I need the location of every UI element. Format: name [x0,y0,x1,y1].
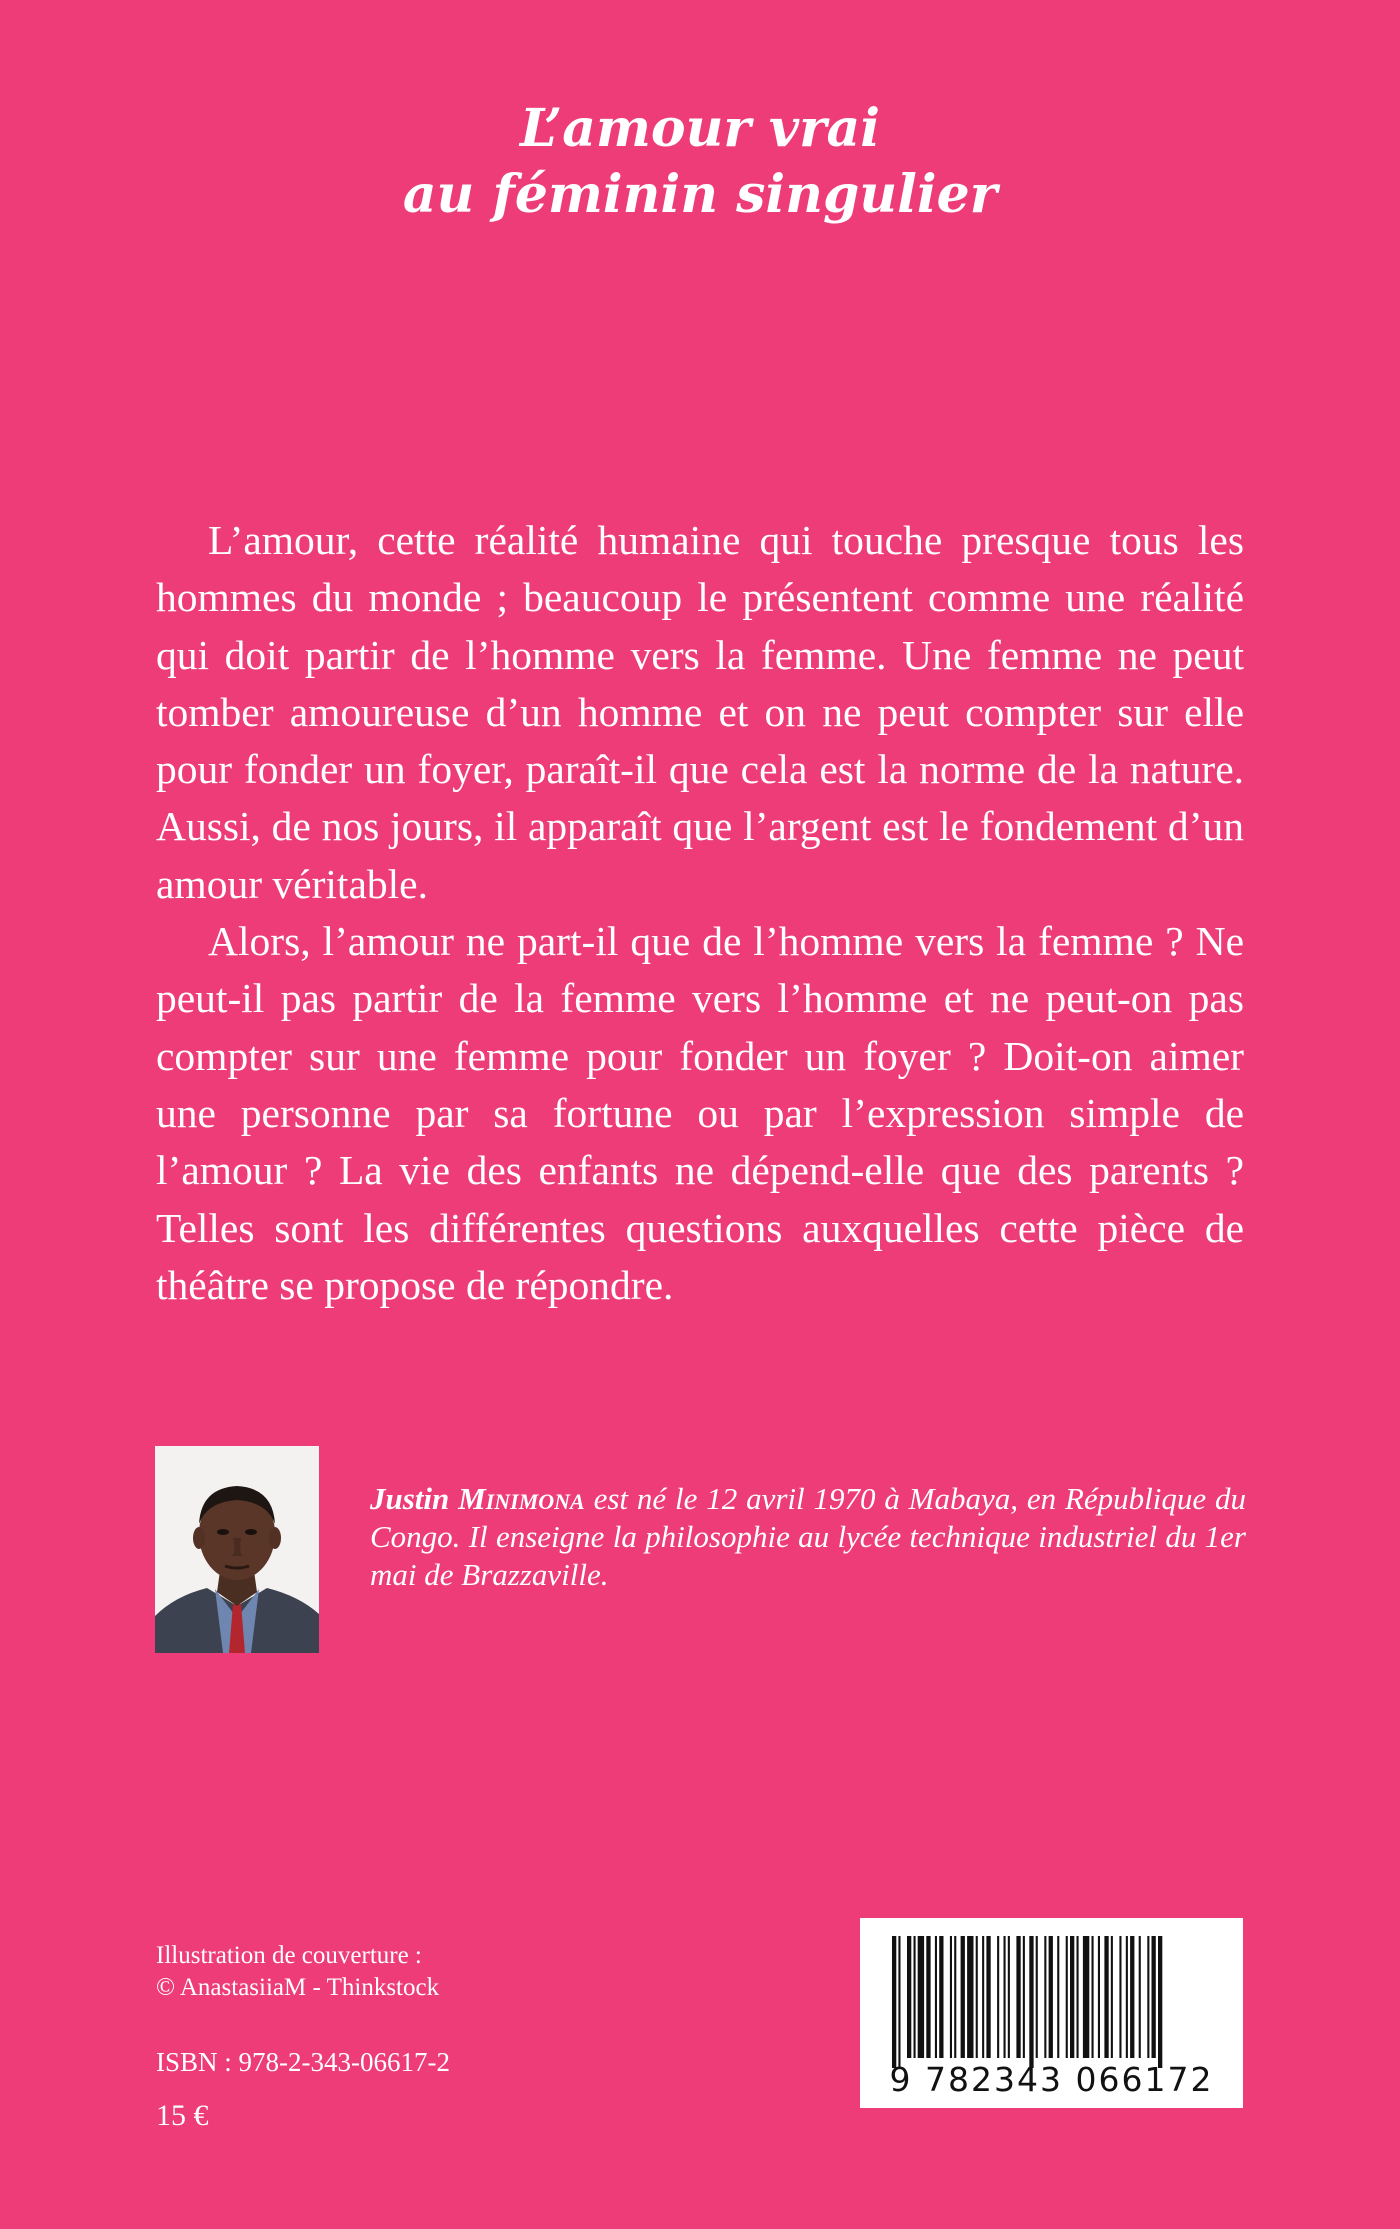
barcode-bar [1077,1936,1079,2058]
barcode-bar [907,1936,911,2058]
barcode-bar [935,1936,937,2058]
barcode-bar [1139,1936,1141,2058]
barcode-bar [918,1936,924,2058]
barcode-bar [1158,1936,1162,2068]
credits-line-2: © AnastasiiaM - Thinkstock [156,1974,440,2001]
barcode [860,1918,1243,2108]
barcode-bar [1044,1936,1046,2058]
credits-line-1: Illustration de couverture : [156,1942,422,1969]
author-portrait-image [155,1446,319,1653]
barcode-bar [1147,1936,1149,2058]
barcode-digits: 9 782343 066172 [889,2060,1214,2099]
barcode-bar [1049,1936,1053,2058]
author-first-name: Justin [370,1481,450,1516]
barcode-bar [1057,1936,1059,2058]
barcode-bar [914,1936,916,2058]
barcode-bar [1152,1936,1156,2058]
barcode-bar [1008,1936,1010,2058]
book-title-line-2: au féminin singulier [402,164,998,225]
barcode-bar [1016,1936,1020,2058]
book-title-line-1: L’amour vrai [520,98,880,159]
blurb [156,512,1244,1314]
price: 15 € [156,2099,209,2132]
barcode-bar [1029,1936,1033,2068]
book-title [0,96,1400,228]
barcode-bar [1130,1936,1134,2058]
author-photo [155,1446,319,1653]
barcode-bar [1111,1936,1113,2058]
barcode-bar [986,1936,990,2058]
author-bio [370,1480,1246,1594]
author-bio-text: est né le 12 avril 1970 à Mabaya, en République du Congo. Il enseigne la philosophie au lycée technique industriel du 1er mai de Brazzaville. [370,1481,1247,1592]
barcode-bar [1023,1936,1025,2058]
barcode-bar [1066,1936,1068,2058]
author-last-name: Minimona [458,1481,585,1516]
barcode-bar [898,1936,900,2068]
barcode-bar [926,1936,930,2058]
blurb-paragraph-1: L’amour, cette réalité humaine qui touche presque tous les hommes du monde ; beaucoup le présentent comme une réalité qui doit partir de l’homme vers la femme. Une femme ne peut tomber amoureuse d’un homme et on ne peut compter sur elle pour fonder un foyer, paraît-il que cela est la norme de la nature. Aussi, de nos jours, il apparaît que l’argent est le fondement d’un amour véritable. [156,517,1244,907]
barcode-bar [950,1936,952,2058]
barcode-bar [954,1936,956,2058]
barcode-bar [1004,1936,1006,2058]
barcode-bar [1119,1936,1121,2058]
barcode-bar [892,1936,896,2068]
barcode-bar [1098,1936,1100,2058]
barcode-bar [976,1936,978,2058]
barcode-bar [961,1936,965,2058]
barcode-bar [1036,1936,1038,2058]
barcode-bar [982,1936,984,2058]
barcode-bar [967,1936,973,2058]
barcode-bar [1070,1936,1074,2058]
barcode-bar [1083,1936,1089,2058]
barcode-bar [1092,1936,1094,2058]
isbn: ISBN : 978-2-343-06617-2 [156,2047,450,2077]
barcode-bar [1104,1936,1108,2058]
barcode-bar [997,1936,999,2058]
blurb-paragraph-2: Alors, l’amour ne part-il que de l’homme vers la femme ? Ne peut-il pas partir de la femme vers l’homme et ne peut-on pas compter sur une femme pour fonder un foyer ? Doit-on aimer une personne par sa fortune ou par l’expression simple de l’amour ? La vie des enfants ne dépend-elle que des parents ? Telles sont les différentes questions auxquelles cette pièce de théâtre se propose de répondre. [156,918,1244,1308]
barcode-bar [1126,1936,1128,2058]
barcode-bar [939,1936,943,2058]
illustration-credits [156,1940,439,2004]
